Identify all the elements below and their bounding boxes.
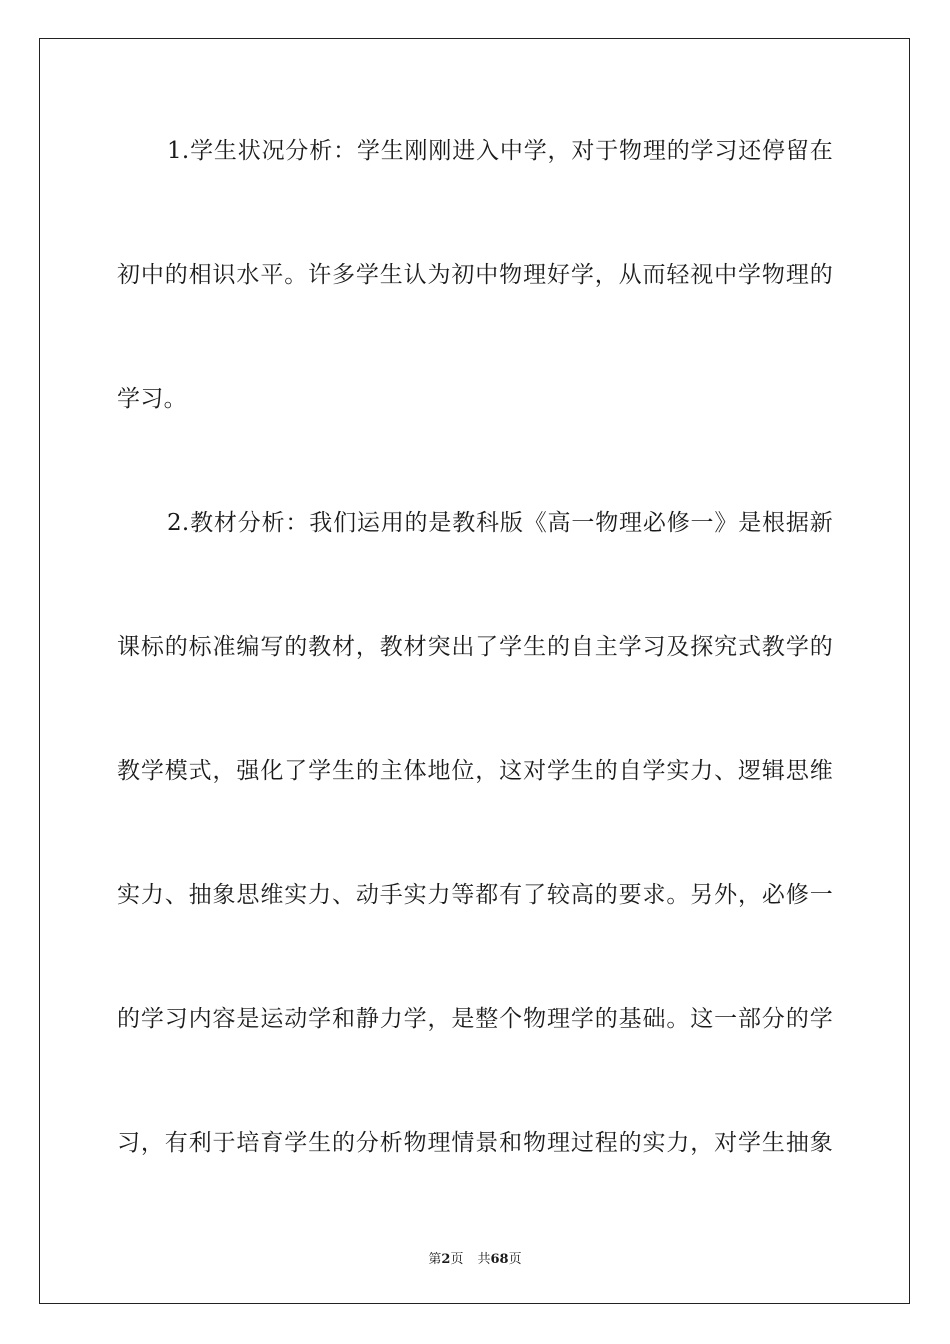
paragraph-2-line-3: 教学模式，强化了学生的主体地位，这对学生的自学实力、逻辑思维 <box>117 758 833 784</box>
page-suffix: 页 <box>450 1252 464 1267</box>
page-prefix: 第 <box>428 1252 442 1267</box>
total-pages: 68 <box>490 1252 509 1267</box>
paragraph-2-line-5: 的学习内容是运动学和静力学，是整个物理学的基础。这一部分的学 <box>117 1006 833 1032</box>
paragraph-1-line-2: 初中的相识水平。许多学生认为初中物理好学，从而轻视中学物理的 <box>117 262 833 288</box>
page-footer <box>0 1248 950 1267</box>
paragraph-1-line-1: 1.学生状况分析：学生刚刚进入中学，对于物理的学习还停留在 <box>167 138 833 164</box>
paragraph-2-line-4: 实力、抽象思维实力、动手实力等都有了较高的要求。另外，必修一 <box>117 882 833 908</box>
total-prefix: 共 <box>477 1252 491 1267</box>
paragraph-2-line-6: 习，有利于培育学生的分析物理情景和物理过程的实力，对学生抽象 <box>117 1130 833 1156</box>
paragraph-1-line-3: 学习。 <box>117 386 187 412</box>
paragraph-2-line-2: 课标的标准编写的教材，教材突出了学生的自主学习及探究式教学的 <box>117 634 833 660</box>
page-frame <box>39 38 910 1304</box>
total-suffix: 页 <box>508 1252 522 1267</box>
page-number: 2 <box>441 1252 451 1267</box>
paragraph-2-line-1: 2.教材分析：我们运用的是教科版《高一物理必修一》是根据新 <box>167 510 833 536</box>
